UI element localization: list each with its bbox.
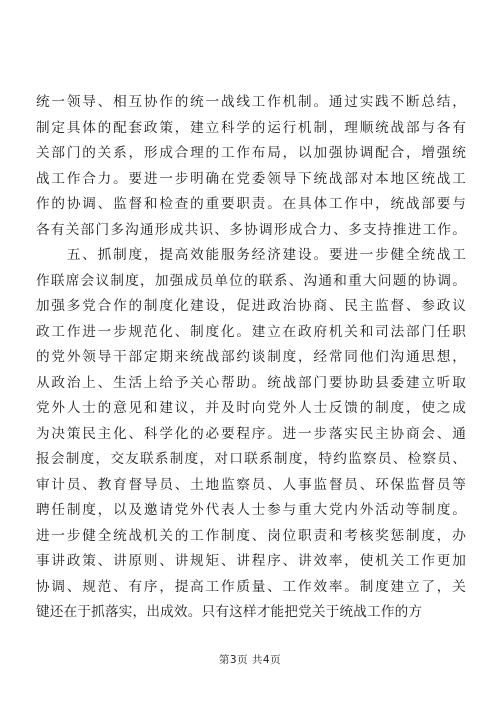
text-line: 从政治上、生活上给予关心帮助。统战部门要协助县委建立听取 [36, 374, 466, 391]
text-line: 战工作合力。要进一步明确在党委领导下统战部对本地区统战工 [36, 170, 466, 187]
text-line: 各有关部门多沟通形成共识、多协调形成合力、多支持推进工作。 [36, 221, 466, 238]
text-line: 制定具体的配套政策，建立科学的运行机制，理顺统战部与各有 [36, 119, 466, 136]
page-number-footer: 第3页 共4页 [218, 654, 282, 666]
text-line: 事讲政策、讲原则、讲规矩、讲程序、讲效率，使机关工作更加 [36, 553, 466, 569]
text-line: 政工作进一步规范化、制度化。建立在政府机关和司法部门任职 [36, 323, 466, 340]
text-line: 协调、规范、有序，提高工作质量、工作效率。制度建立了，关 [36, 578, 466, 595]
text-line: 五、抓制度，提高效能服务经济建设。要进一步健全统战工 [36, 247, 466, 263]
text-line: 党外人士的意见和建议，并及时向党外人士反馈的制度，使之成 [36, 400, 466, 416]
text-line: 加强多党合作的制度化建设，促进政治协商、民主监督、参政议 [36, 298, 466, 314]
text-line: 进一步健全统战机关的工作制度、岗位职责和考核奖惩制度，办 [36, 527, 466, 544]
text-line: 作的协调、监督和检查的重要职责。在具体工作中，统战部要与 [36, 196, 466, 212]
text-line: 统一领导、相互协作的统一战线工作机制。通过实践不断总结， [36, 94, 466, 110]
text-line: 作联席会议制度，加强成员单位的联系、沟通和重大问题的协调。 [36, 272, 466, 289]
body-text [36, 90, 466, 626]
text-line: 键还在于抓落实，出成效。只有这样才能把党关于统战工作的方 [36, 604, 423, 620]
text-line: 为决策民主化、科学化的必要程序。进一步落实民主协商会、通 [36, 425, 466, 442]
text-line: 的党外领导干部定期来统战部约谈制度，经常同他们沟通思想， [36, 349, 466, 365]
text-line: 报会制度，交友联系制度，对口联系制度，特约监察员、检察员、 [36, 451, 466, 467]
text-line: 关部门的关系，形成合理的工作布局，以加强协调配合，增强统 [36, 145, 466, 161]
text-line: 审计员、教育督导员、土地监察员、人事监督员、环保监督员等 [36, 476, 466, 493]
text-line: 聘任制度，以及邀请党外代表人士参与重大党内外活动等制度。 [36, 502, 466, 518]
